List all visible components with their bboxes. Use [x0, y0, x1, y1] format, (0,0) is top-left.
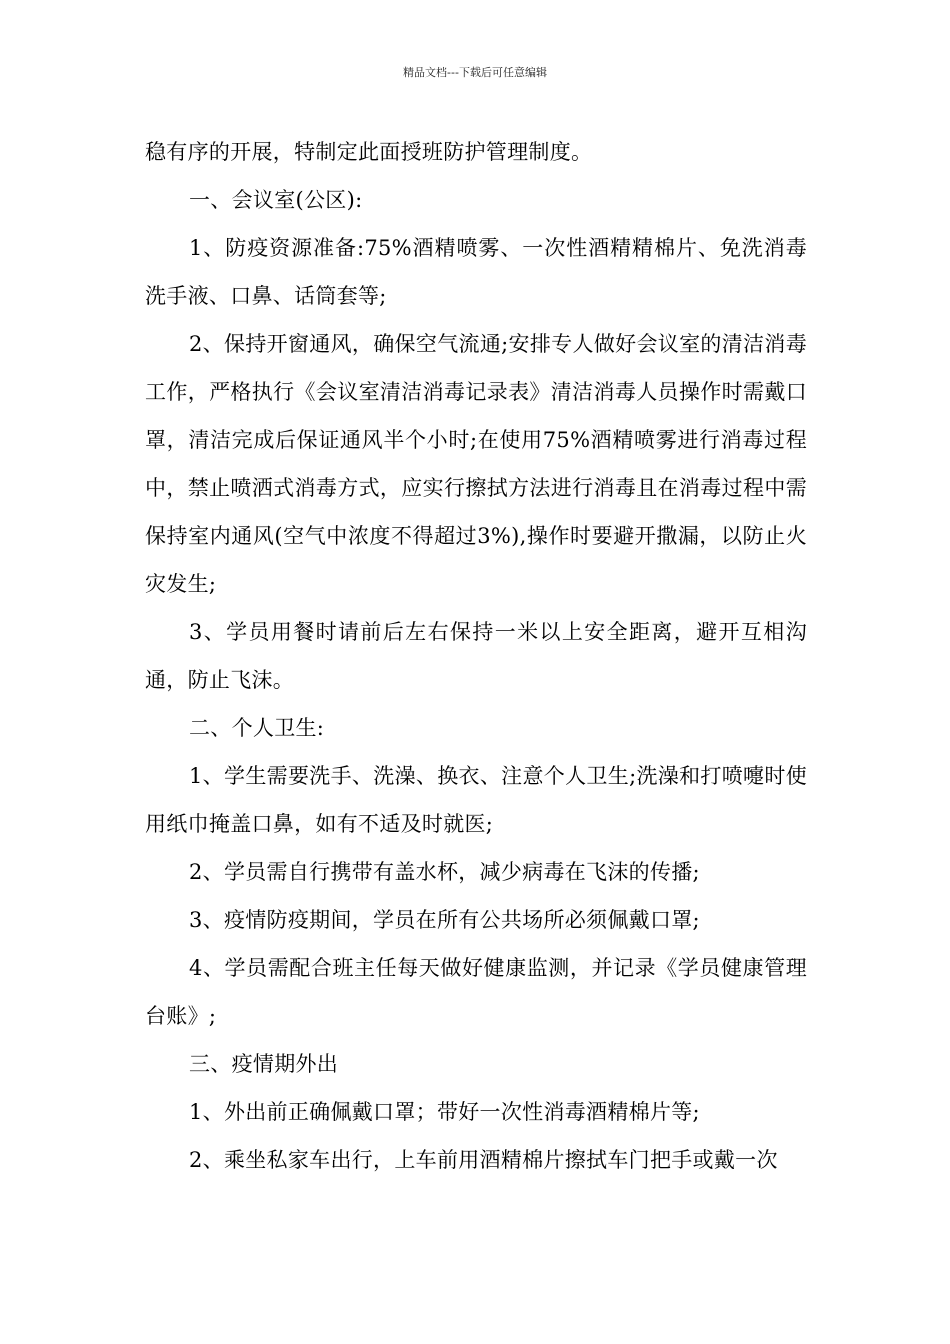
paragraph-meeting-room-3: 3、学员用餐时请前后左右保持一米以上安全距离，避开互相沟通，防止飞沫。: [145, 620, 807, 692]
paragraph-hygiene-3: 3、疫情防疫期间，学员在所有公共场所必须佩戴口罩;: [189, 908, 700, 932]
paragraph-hygiene-1: 1、学生需要洗手、洗澡、换衣、注意个人卫生;洗澡和打喷嚏时使用纸巾掩盖口鼻，如有不适及时就医;: [145, 764, 807, 836]
document-body: [145, 128, 807, 1184]
paragraph-meeting-room-2: 2、保持开窗通风，确保空气流通;安排专人做好会议室的清洁消毒工作，严格执行《会议室清洁消毒记录表》清洁消毒人员操作时需戴口罩，清洁完成后保证通风半个小时;在使用75%酒精喷雾进行消毒过程中，禁止喷洒式消毒方式，应实行擦拭方法进行消毒且在消毒过程中需保持室内通风(空气中浓度不得超过3%),操作时要避开撒漏，以防止火灾发生;: [145, 332, 807, 596]
section-heading-going-out: 三、疫情期外出: [189, 1052, 339, 1076]
paragraph-hygiene-2: 2、学员需自行携带有盖水杯，减少病毒在飞沫的传播;: [189, 860, 700, 884]
paragraph-going-out-1: 1、外出前正确佩戴口罩；带好一次性消毒酒精棉片等;: [189, 1100, 700, 1124]
paragraph-going-out-2: 2、乘坐私家车出行，上车前用酒精棉片擦拭车门把手或戴一次: [189, 1148, 778, 1172]
paragraph-intro-continuation: 稳有序的开展，特制定此面授班防护管理制度。: [145, 140, 593, 164]
page-header: 精品文档---下载后可任意编辑: [403, 66, 547, 79]
section-heading-personal-hygiene: 二、个人卫生:: [189, 716, 325, 740]
section-heading-meeting-room: 一、会议室(公区):: [189, 188, 363, 212]
paragraph-hygiene-4: 4、学员需配合班主任每天做好健康监测，并记录《学员健康管理台账》;: [145, 956, 807, 1028]
paragraph-meeting-room-1: 1、防疫资源准备:75%酒精喷雾、一次性酒精精棉片、免洗消毒洗手液、口鼻、话筒套等;: [145, 236, 807, 308]
